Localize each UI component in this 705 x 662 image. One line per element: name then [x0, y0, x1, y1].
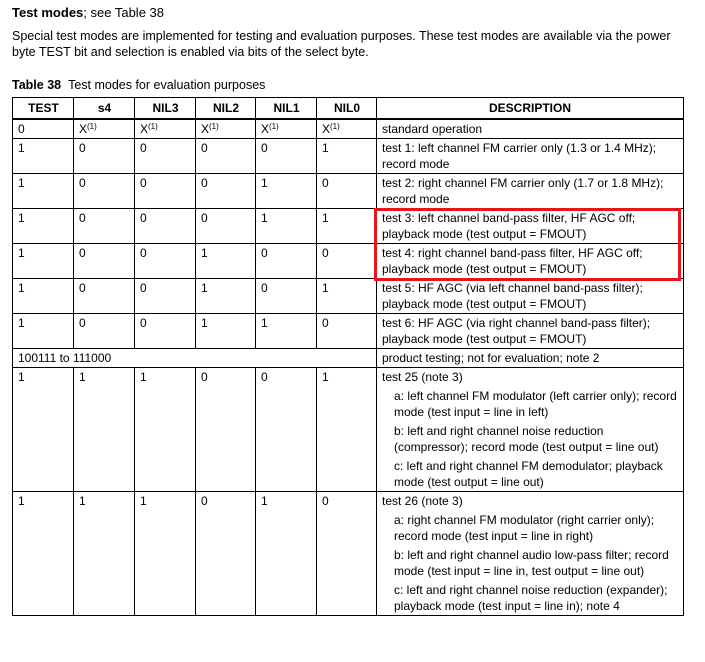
- cell-description: standard operation: [377, 119, 684, 139]
- description-main: test 25 (note 3): [382, 370, 463, 384]
- cell-test: 1: [13, 139, 74, 174]
- cell-nil1: 1: [256, 174, 317, 209]
- cell-description: test 5: HF AGC (via left channel band-pass filter); playback mode (test output = FMOUT): [377, 279, 684, 314]
- section-heading: [12, 4, 164, 21]
- footnote-ref: (1): [330, 122, 340, 131]
- cell-test: 1: [13, 314, 74, 349]
- table-caption: [12, 77, 265, 93]
- cell-nil0: 0: [317, 244, 377, 279]
- cell-nil3: [135, 119, 196, 139]
- cell-nil2: 0: [196, 209, 256, 244]
- table-row: [13, 174, 684, 209]
- cell-nil1: 0: [256, 368, 317, 492]
- cell-nil1: [256, 119, 317, 139]
- cell-nil3: 1: [135, 492, 196, 616]
- cell-test: 1: [13, 279, 74, 314]
- header-description: DESCRIPTION: [377, 98, 684, 120]
- x-value: X: [261, 122, 270, 136]
- description-sub-item: a: left channel FM modulator (left carrier only); record mode (test input = line in left): [394, 389, 677, 419]
- cell-nil1: 0: [256, 279, 317, 314]
- table-row: [13, 139, 684, 174]
- x-value: X: [322, 122, 331, 136]
- cell-nil1: 1: [256, 209, 317, 244]
- cell-nil0: 1: [317, 368, 377, 492]
- table-row: [13, 314, 684, 349]
- cell-nil2: 0: [196, 492, 256, 616]
- description-sub-item: c: left and right channel noise reduction (expander); playback mode (test input = line in); note 4: [394, 583, 668, 613]
- cell-nil1: 0: [256, 139, 317, 174]
- cell-nil1: 1: [256, 492, 317, 616]
- table-header-row: [13, 98, 684, 120]
- cell-nil1: 0: [256, 244, 317, 279]
- header-nil0: NIL0: [317, 98, 377, 120]
- footnote-ref: (1): [87, 122, 97, 131]
- table-row: [13, 492, 684, 616]
- cell-nil2: 0: [196, 368, 256, 492]
- footnote-ref: (1): [209, 122, 219, 131]
- intro-paragraph: Special test modes are implemented for testing and evaluation purposes. These test modes are available via the power byte TEST bit and selection is enabled via bits of the select byte.: [12, 29, 671, 59]
- cell-test: 1: [13, 174, 74, 209]
- header-s4: s4: [74, 98, 135, 120]
- cell-nil2: 1: [196, 314, 256, 349]
- cell-description: [377, 368, 684, 492]
- cell-nil2: 1: [196, 279, 256, 314]
- footnote-ref: (1): [269, 122, 279, 131]
- description-sub-item: b: left and right channel audio low-pass filter; record mode (test input = line in, test output = line out): [394, 548, 669, 578]
- cell-description: test 2: right channel FM carrier only (1.7 or 1.8 MHz); record mode: [377, 174, 684, 209]
- cell-nil3: 0: [135, 174, 196, 209]
- header-test: TEST: [13, 98, 74, 120]
- description-main: test 26 (note 3): [382, 494, 463, 508]
- cell-s4: 1: [74, 368, 135, 492]
- x-value: X: [201, 122, 210, 136]
- cell-s4: 0: [74, 174, 135, 209]
- table-row: [13, 119, 684, 139]
- table-row: [13, 368, 684, 492]
- cell-nil2: 0: [196, 174, 256, 209]
- cell-s4: 0: [74, 139, 135, 174]
- cell-nil0: 0: [317, 314, 377, 349]
- cell-nil1: 1: [256, 314, 317, 349]
- cell-test: 1: [13, 209, 74, 244]
- cell-description: [377, 492, 684, 616]
- cell-description: test 6: HF AGC (via right channel band-pass filter); playback mode (test output = FMOUT): [377, 314, 684, 349]
- header-nil2: NIL2: [196, 98, 256, 120]
- cell-test: 1: [13, 492, 74, 616]
- cell-nil0: 0: [317, 174, 377, 209]
- test-modes-table: [12, 97, 684, 616]
- cell-test: 0: [13, 119, 74, 139]
- cell-nil3: 0: [135, 279, 196, 314]
- cell-nil3: 0: [135, 139, 196, 174]
- cell-nil2: 1: [196, 244, 256, 279]
- cell-nil0: [317, 119, 377, 139]
- cell-nil3: 0: [135, 244, 196, 279]
- cell-nil0: 1: [317, 139, 377, 174]
- cell-test: 1: [13, 244, 74, 279]
- section-heading-bold: Test modes: [12, 5, 84, 20]
- table-row: [13, 209, 684, 244]
- table-caption-label: Table 38: [12, 78, 62, 92]
- x-value: X: [140, 122, 149, 136]
- description-sub-item: a: right channel FM modulator (right carrier only); record mode (test input = line in right): [394, 513, 655, 543]
- cell-bit-range: 100111 to 111000: [13, 349, 377, 368]
- cell-nil2: 0: [196, 139, 256, 174]
- footnote-ref: (1): [148, 122, 158, 131]
- cell-description: test 4: right channel band-pass filter, HF AGC off; playback mode (test output = FMOUT): [377, 244, 684, 279]
- cell-nil3: 1: [135, 368, 196, 492]
- cell-nil0: 1: [317, 209, 377, 244]
- cell-s4: 0: [74, 314, 135, 349]
- cell-s4: 1: [74, 492, 135, 616]
- cell-nil3: 0: [135, 314, 196, 349]
- table-caption-title: Test modes for evaluation purposes: [68, 78, 266, 92]
- header-nil3: NIL3: [135, 98, 196, 120]
- cell-test: 1: [13, 368, 74, 492]
- cell-s4: 0: [74, 209, 135, 244]
- cell-nil3: 0: [135, 209, 196, 244]
- table-row: [13, 279, 684, 314]
- table-row: [13, 244, 684, 279]
- section-heading-rest: ; see Table 38: [83, 5, 164, 20]
- x-value: X: [79, 122, 88, 136]
- cell-description: test 3: left channel band-pass filter, HF AGC off; playback mode (test output = FMOUT): [377, 209, 684, 244]
- cell-s4: 0: [74, 244, 135, 279]
- description-sub-item: c: left and right channel FM demodulator; playback mode (test output = line out): [394, 459, 663, 489]
- cell-nil0: 0: [317, 492, 377, 616]
- cell-description: test 1: left channel FM carrier only (1.3 or 1.4 MHz); record mode: [377, 139, 684, 174]
- cell-nil0: 1: [317, 279, 377, 314]
- cell-description: product testing; not for evaluation; note 2: [377, 349, 684, 368]
- description-sub-item: b: left and right channel noise reduction (compressor); record mode (test output = line out): [394, 424, 659, 454]
- table-row: [13, 349, 684, 368]
- cell-s4: 0: [74, 279, 135, 314]
- cell-nil2: [196, 119, 256, 139]
- cell-s4: [74, 119, 135, 139]
- header-nil1: NIL1: [256, 98, 317, 120]
